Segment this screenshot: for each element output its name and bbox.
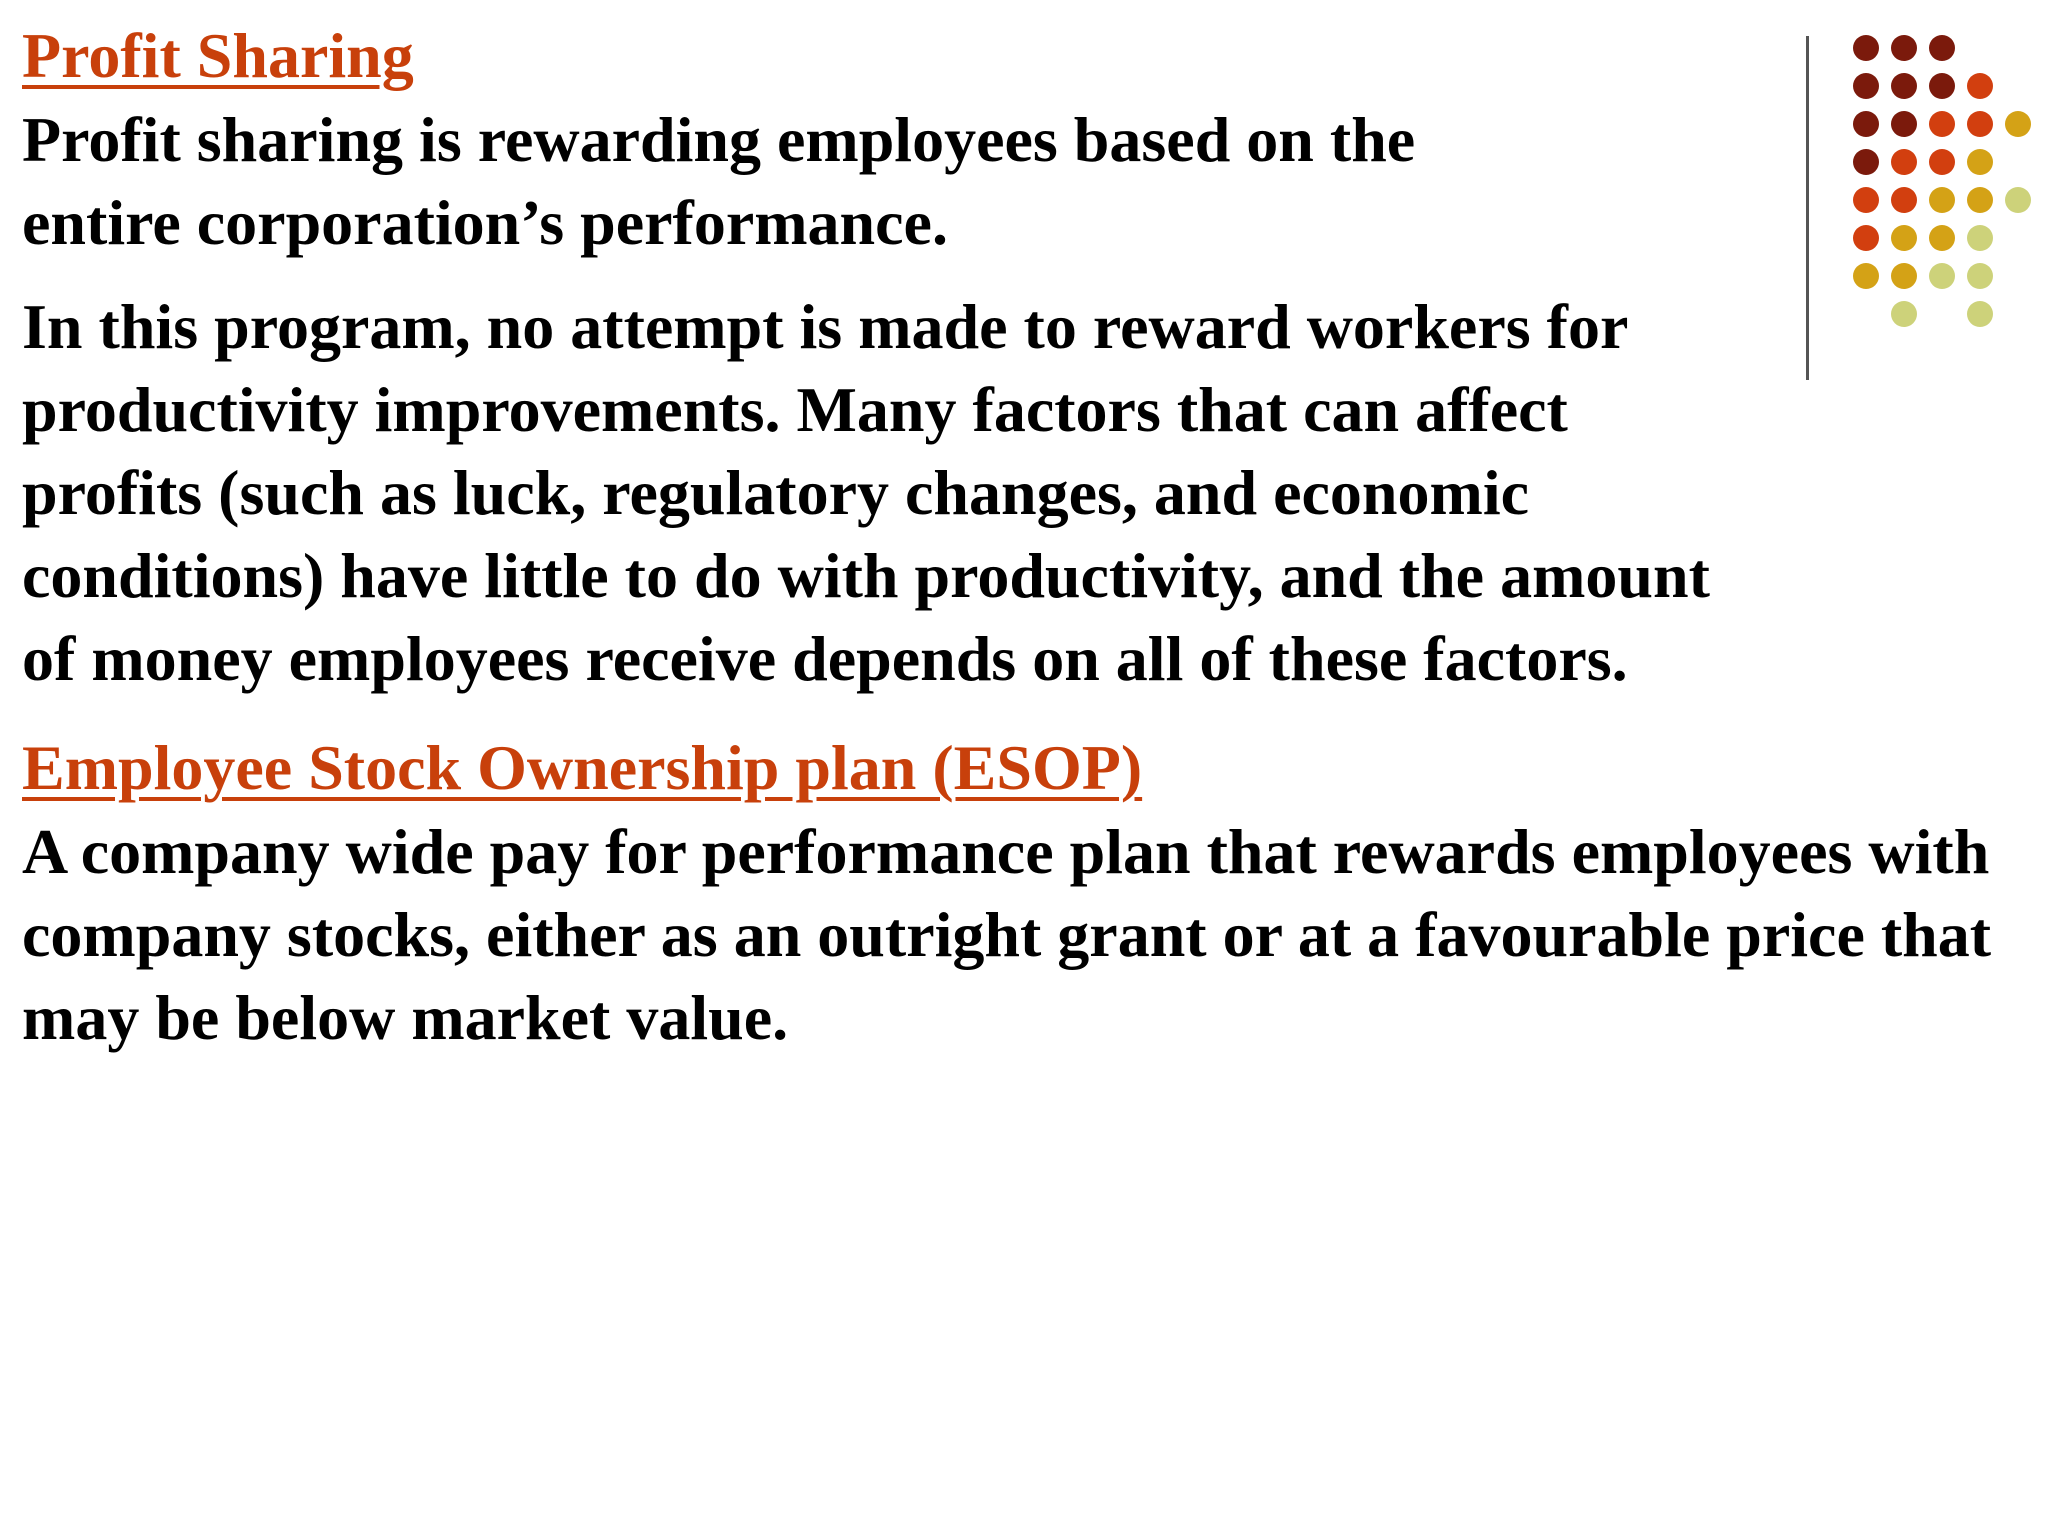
decorative-dot xyxy=(1967,149,1993,175)
decorative-dot xyxy=(1891,187,1917,213)
decorative-dot xyxy=(1967,111,1993,137)
decorative-dot xyxy=(1967,225,1993,251)
decorative-dot xyxy=(1853,187,1879,213)
decorative-dot xyxy=(1891,301,1917,327)
profit-sharing-heading: Profit Sharing xyxy=(22,20,414,91)
decorative-dot xyxy=(1853,149,1879,175)
decorative-dot xyxy=(1853,35,1879,61)
decorative-dot xyxy=(1853,73,1879,99)
decorative-dot xyxy=(1967,301,1993,327)
decorative-dot xyxy=(1929,35,1955,61)
esop-heading: Employee Stock Ownership plan (ESOP) xyxy=(22,732,1143,803)
decorative-dot xyxy=(1853,111,1879,137)
decorative-dot-grid-icon xyxy=(0,0,2048,400)
decorative-dot xyxy=(1929,187,1955,213)
decorative-dot xyxy=(1929,263,1955,289)
decorative-dot xyxy=(1853,225,1879,251)
decorative-dot xyxy=(2005,111,2031,137)
decorative-dot xyxy=(1891,111,1917,137)
decorative-dot xyxy=(1891,225,1917,251)
decorative-dot xyxy=(1891,149,1917,175)
profit-sharing-definition: Profit sharing is rewarding employees based on the entire corporation’s performance. xyxy=(22,104,1416,258)
decorative-dot xyxy=(1967,263,1993,289)
profit-sharing-details: In this program, no attempt is made to reward workers for productivity improvements. Many factors that can affect profits (such as luck, regulatory changes, and economic conditions) have little to do with productivity, and the amount of money employees receive depends on all of these factors. xyxy=(22,291,1710,694)
decorative-dot xyxy=(2005,187,2031,213)
decorative-dot xyxy=(1929,111,1955,137)
decorative-dot xyxy=(1929,73,1955,99)
decorative-dot xyxy=(1891,73,1917,99)
decorative-dot xyxy=(1967,187,1993,213)
esop-definition: A company wide pay for performance plan that rewards employees with company stocks, either as an outright grant or at a favourable price that may be below market value. xyxy=(22,816,1992,1053)
decorative-dot xyxy=(1891,263,1917,289)
decorative-dot xyxy=(1929,149,1955,175)
decorative-dot xyxy=(1967,73,1993,99)
decorative-dot xyxy=(1853,263,1879,289)
decorative-dot xyxy=(1891,35,1917,61)
decorative-dot xyxy=(1929,225,1955,251)
